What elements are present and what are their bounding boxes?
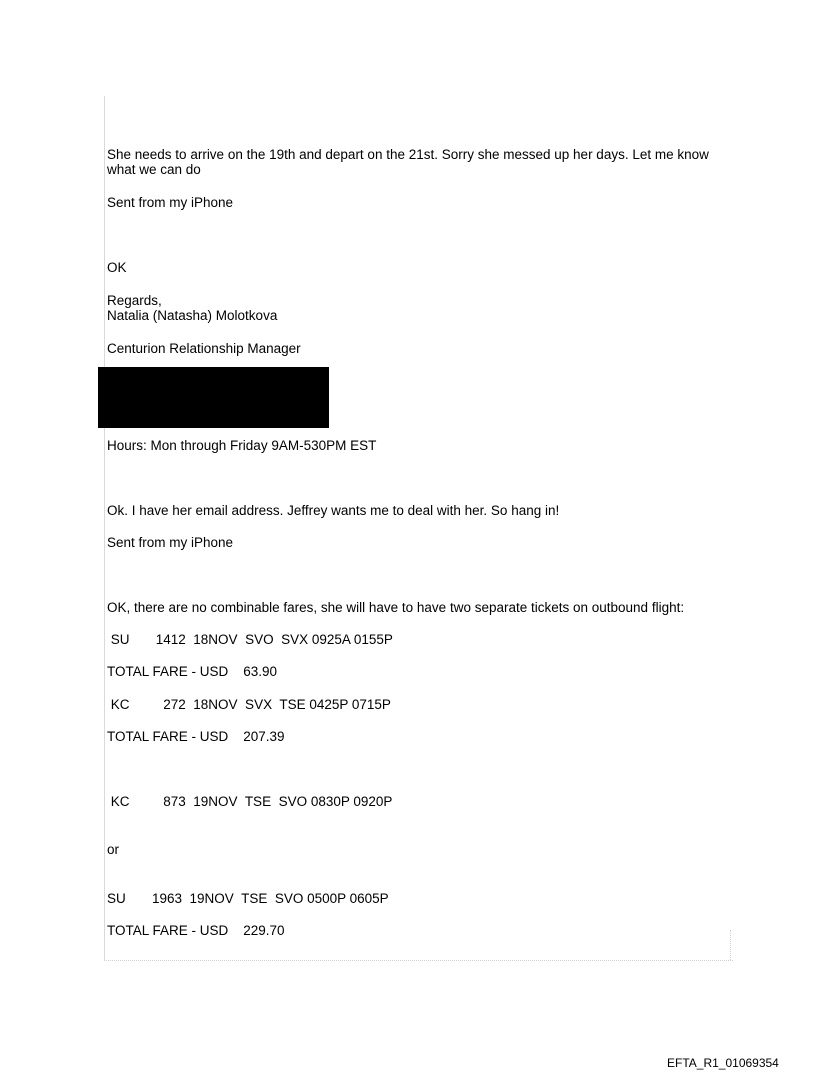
office-hours: Hours: Mon through Friday 9AM-530PM EST xyxy=(107,438,377,453)
flight-line-3: KC 873 19NOV TSE SVO 0830P 0920P xyxy=(107,794,393,809)
message-4-intro: OK, there are no combinable fares, she will have to have two separate tickets on outbound flight: xyxy=(107,600,685,615)
or-separator: or xyxy=(107,842,120,857)
flight-line-4: SU 1963 19NOV TSE SVO 0500P 0605P xyxy=(107,891,389,906)
flight-line-2: KC 272 18NOV SVX TSE 0425P 0715P xyxy=(107,697,391,712)
email-thread-frame xyxy=(104,96,733,961)
message-3-body: Ok. I have her email address. Jeffrey wants me to deal with her. So hang in! xyxy=(107,503,560,518)
message-2-body: OK xyxy=(107,260,127,275)
redaction-block xyxy=(98,367,329,428)
fare-line-2: TOTAL FARE - USD 207.39 xyxy=(107,729,285,744)
document-id: EFTA_R1_01069354 xyxy=(667,1056,779,1070)
message-1-body: She needs to arrive on the 19th and depart on the 21st. Sorry she messed up her days. Let me know what we can do xyxy=(107,147,709,177)
sender-name: Natalia (Natasha) Molotkova xyxy=(107,308,278,323)
message-3-signature: Sent from my iPhone xyxy=(107,535,234,550)
message-2-regards: Regards, xyxy=(107,293,162,308)
thread-frame-edge xyxy=(730,930,732,960)
fare-line-1: TOTAL FARE - USD 63.90 xyxy=(107,664,278,679)
fare-line-3: TOTAL FARE - USD 229.70 xyxy=(107,923,285,938)
sender-title: Centurion Relationship Manager xyxy=(107,341,301,356)
message-1-signature: Sent from my iPhone xyxy=(107,195,234,210)
flight-line-1: SU 1412 18NOV SVO SVX 0925A 0155P xyxy=(107,632,393,647)
